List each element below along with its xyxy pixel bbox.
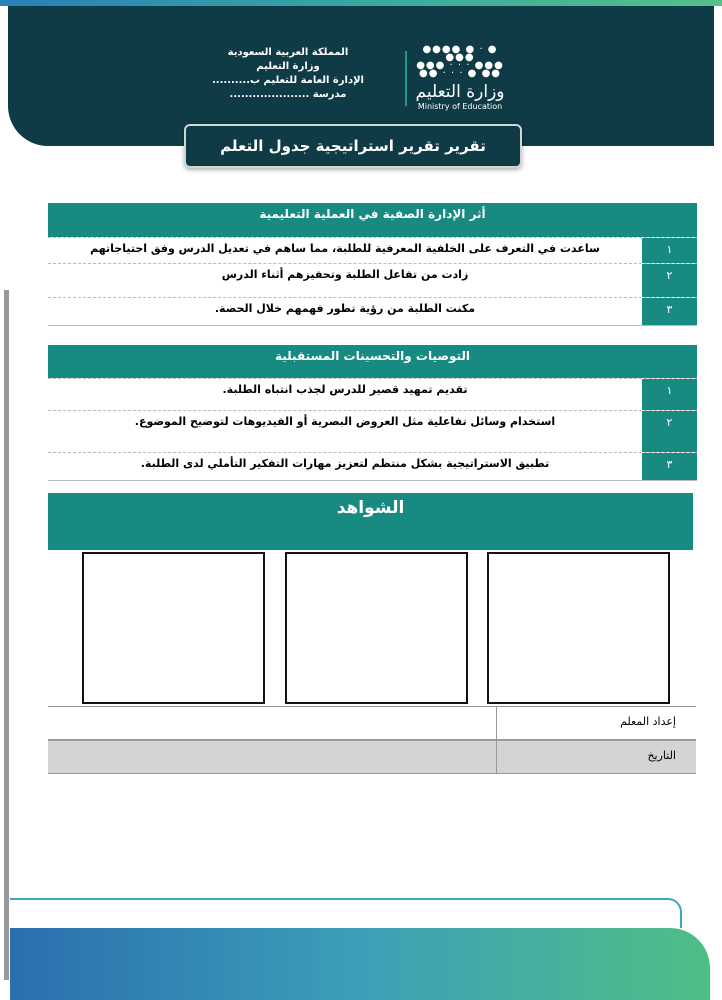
table-row xyxy=(48,410,697,452)
table-row xyxy=(48,263,697,297)
header-org-text xyxy=(208,46,368,102)
row-text: ساعدت في التعرف على الخلفية المعرفية للطلبة، مما ساهم في تعديل الدرس وفق احتياجاتهم xyxy=(90,242,600,255)
header-line: الإدارة العامة للتعليم ب.......... xyxy=(212,75,364,86)
prepared-by-row xyxy=(48,706,696,740)
ministry-logo xyxy=(410,46,510,111)
row-text: مكنت الطلبة من رؤية تطور فهمهم خلال الحصة. xyxy=(214,302,476,315)
logo-divider xyxy=(405,51,407,106)
header-line: وزارة التعليم xyxy=(256,61,320,72)
table-row xyxy=(48,452,697,480)
row-number: ١ xyxy=(642,379,697,410)
header-line: مدرسة ..................... xyxy=(229,89,347,100)
section-heading: التوصيات والتحسينات المستقبلية xyxy=(48,345,697,378)
recommendations-section xyxy=(48,345,697,481)
bottom-accent-line xyxy=(10,898,682,928)
section-heading: أثر الإدارة الصفية في العملية التعليمية xyxy=(48,203,697,237)
evidence-box xyxy=(487,552,670,704)
date-value[interactable] xyxy=(48,741,497,773)
table-row xyxy=(48,237,697,263)
row-text: تقديم تمهيد قصير للدرس لجذب انتباه الطلبة. xyxy=(222,383,468,396)
logo-arabic: وزارة التعليم xyxy=(415,82,505,102)
logo-english: Ministry of Education xyxy=(417,102,503,111)
table-row xyxy=(48,297,697,325)
row-number: ٢ xyxy=(642,264,697,297)
table-row xyxy=(48,378,697,410)
bottom-band xyxy=(10,928,710,1000)
page-title: تقرير تقرير استراتيجية جدول التعلم xyxy=(184,124,522,168)
row-text: استخدام وسائل تفاعلية مثل العروض البصرية أو الفيديوهات لتوضيح الموضوع. xyxy=(134,415,556,428)
row-number: ٣ xyxy=(642,298,697,325)
side-bar xyxy=(4,290,9,980)
footer-table xyxy=(48,706,696,774)
header-line: المملكة العربية السعودية xyxy=(227,47,349,58)
evidence-box xyxy=(82,552,265,704)
row-text: زادت من تفاعل الطلبة وتحفيزهم أثناء الدرس xyxy=(221,268,469,281)
prepared-by-value[interactable] xyxy=(48,707,497,739)
row-number: ١ xyxy=(642,238,697,263)
evidence-box xyxy=(285,552,468,704)
impact-section xyxy=(48,203,697,326)
row-text: تطبيق الاستراتيجية بشكل منتظم لتعزيز مهارات التفكير التأملي لدى الطلبة. xyxy=(140,457,550,470)
row-number: ٣ xyxy=(642,453,697,480)
logo-dots-icon: ●●●● ● · ● ●●● ●●● · · · ●●● ●● · · · ● ●● xyxy=(416,44,504,79)
row-number: ٢ xyxy=(642,411,697,452)
evidence-heading: الشواهد xyxy=(48,493,693,550)
date-row xyxy=(48,740,696,774)
prepared-by-label: إعداد المعلم xyxy=(620,715,676,728)
date-label: التاريخ xyxy=(647,749,676,762)
